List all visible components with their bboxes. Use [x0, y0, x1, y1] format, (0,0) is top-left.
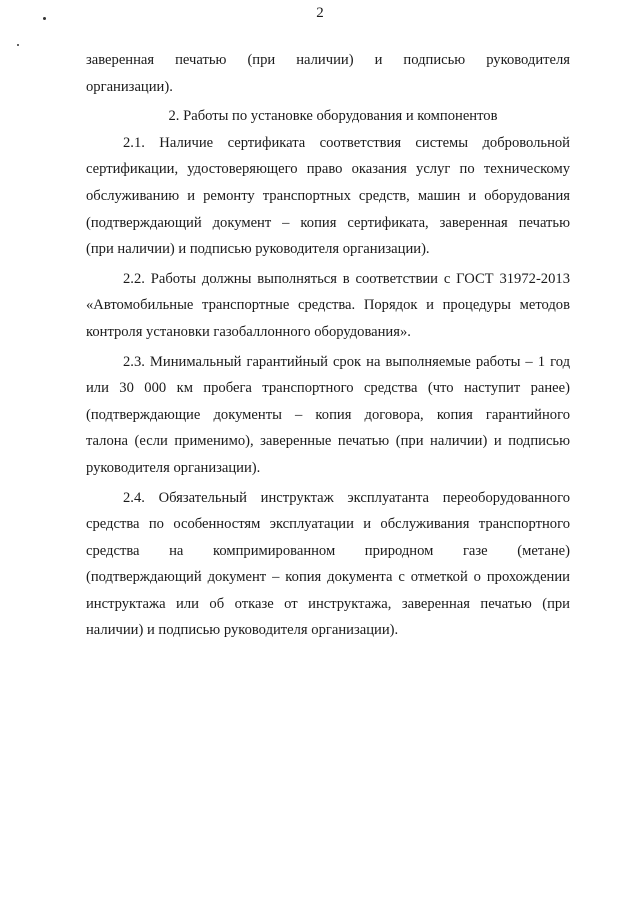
text-line: организации).: [86, 78, 173, 95]
text-line: средства по особенностям эксплуатации и обслуживания транспортного: [86, 516, 570, 533]
text-line: наличии) и подписью руководителя организации).: [86, 622, 399, 639]
text-line: или 30 000 км пробега транспортного средства (что наступит ранее): [86, 380, 570, 397]
paragraph-2-4: [86, 485, 570, 645]
text-line: 2.4. Обязательный инструктаж эксплуатанта переоборудованного: [123, 489, 570, 506]
paragraph-2-1: [86, 130, 570, 263]
text-line: сертификации, удостоверяющего право оказания услуг по техническому: [86, 161, 570, 178]
paragraph-2-3: [86, 349, 570, 482]
paragraph-continuation: [86, 47, 570, 100]
text-line: контроля установки газобаллонного оборудования».: [86, 323, 411, 340]
paragraph-2-2: [86, 266, 570, 346]
page-number: 2: [316, 5, 324, 21]
text-line: руководителя организации).: [86, 459, 261, 476]
text-line: инструктажа или об отказе от инструктажа, заверенная печатью (при: [86, 595, 570, 612]
text-line: талона (если применимо), заверенные печатью (при наличии) и подписью: [86, 433, 570, 450]
text-line: «Автомобильные транспортные средства. Порядок и процедуры методов: [86, 297, 570, 314]
text-line: обслуживанию и ремонту транспортных средств, машин и оборудования: [86, 187, 570, 204]
document-body: [86, 47, 570, 644]
scan-speck: [17, 44, 19, 46]
text-line: (подтверждающие документы – копия договора, копия гарантийного: [86, 406, 570, 423]
text-line: (подтверждающий документ – копия сертификата, заверенная печатью: [86, 214, 570, 231]
text-line: заверенная печатью (при наличии) и подписью руководителя: [86, 52, 570, 68]
scan-speck: [43, 17, 46, 20]
text-line: 2.3. Минимальный гарантийный срок на выполняемые работы – 1 год: [123, 353, 570, 370]
section-title: 2. Работы по установке оборудования и компонентов: [168, 108, 498, 125]
text-line: 2.1. Наличие сертификата соответствия системы добровольной: [123, 134, 570, 151]
text-line: 2.2. Работы должны выполняться в соответствии с ГОСТ 31972-2013: [123, 270, 570, 287]
text-line: (при наличии) и подписью руководителя организации).: [86, 241, 430, 258]
text-line: (подтверждающий документ – копия документа с отметкой о прохождении: [86, 569, 570, 586]
text-line: средства на компримированном природном газе (метане): [86, 542, 570, 559]
